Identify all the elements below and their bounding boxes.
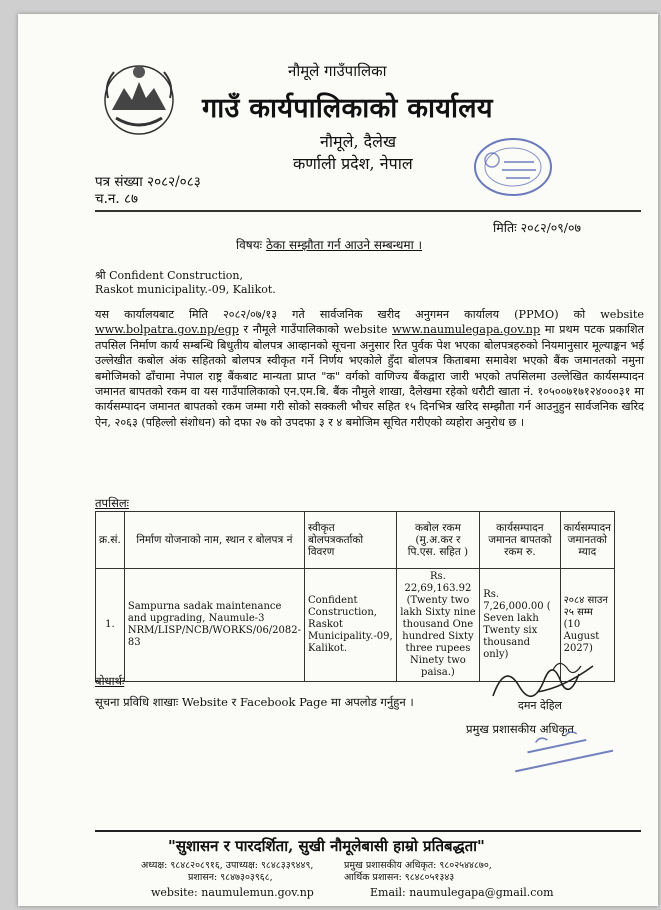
cell-bid-amount: Rs. 22,69,163.92 (Twenty two lakh Sixty nine thousand One hundred Sixty three rupees Ninety two paisa.) bbox=[396, 569, 480, 682]
note-label: बोधार्थः bbox=[95, 674, 125, 688]
letter-number: पत्र संख्या २०८२/०८३ bbox=[95, 174, 201, 190]
contact-cao: प्रमुख प्रशासकीय अधिकृत: ९८०२५४४८७०, bbox=[344, 860, 492, 871]
body-text-1: यस कार्यालयबाट मिति २०८२/०७/१३ गते सार्वजनिक खरीद अनुगमन कार्यालय (PPMO) को website bbox=[95, 308, 644, 321]
cell-bidder: Confident Construction, Raskot Municipality.-09, Kalikot. bbox=[305, 569, 397, 682]
contact-chair: अध्यक्ष: ९८४८२०८९१६, उपाध्यक्ष: ९८४८३३९४४९, bbox=[141, 860, 314, 871]
cell-guarantee: Rs. 7,26,000.00 ( Seven lakh Twenty six thousand only) bbox=[480, 569, 560, 682]
table-header-row bbox=[96, 512, 615, 569]
subject-prefix: विषयः bbox=[236, 238, 263, 252]
footer-website: website: naumulemun.gov.np bbox=[151, 886, 314, 899]
col-header-guarantee: कार्यसम्पादन जमानत बापतको रकम रु. bbox=[480, 512, 560, 569]
validity-nepali: २०८४ साउन २५ सम्म bbox=[563, 595, 608, 618]
cell-sn: 1. bbox=[96, 569, 125, 682]
bolpatra-link[interactable]: www.bolpatra.gov.np/egp bbox=[95, 323, 239, 337]
letter-body bbox=[95, 307, 644, 430]
municipality-name: नौमूले गाउँपालिका bbox=[288, 62, 387, 80]
contact-finance: आर्थिक प्रशासन: ९८४८०५१३४३ bbox=[344, 872, 455, 883]
col-header-validity: कार्यसम्पादन जमानतको म्याद bbox=[560, 512, 614, 569]
office-stamp-icon bbox=[468, 132, 558, 202]
officer-stamp-icon bbox=[498, 729, 628, 774]
col-header-sn: क्र.सं. bbox=[96, 512, 125, 569]
header-divider bbox=[95, 210, 641, 212]
addressee-name: श्री Confident Construction, bbox=[95, 269, 243, 282]
contact-admin: प्रशासन: ९८४७३०३९६८, bbox=[188, 872, 273, 883]
signatory-name: दमन देहिल bbox=[518, 699, 563, 712]
table-label: तपसिलः bbox=[95, 496, 129, 510]
subject-text: ठेका सम्झौता गर्न आउने सम्बन्धमा । bbox=[265, 238, 423, 252]
naumulegapa-link[interactable]: www.naumulegapa.gov.np bbox=[392, 323, 541, 337]
dispatch-number: च.न. ८७ bbox=[95, 191, 138, 207]
note-text: सूचना प्रविधि शाखाः Website र Facebook Page मा अपलोड गर्नुहुन । bbox=[95, 695, 414, 709]
footer-motto: "सुशासन र पारदर्शिता, सुखी नौमूलेबासी हाम्रो प्रतिबद्धता" bbox=[168, 837, 485, 855]
subject-line bbox=[236, 236, 422, 253]
province-country: कर्णाली प्रदेश, नेपाल bbox=[293, 154, 413, 173]
footer-divider bbox=[95, 830, 641, 832]
nepal-emblem-icon bbox=[98, 58, 180, 138]
col-header-bid-amount: कबोल रकम (मु.अ.कर र पि.एस. सहित ) bbox=[396, 512, 480, 569]
office-title: गाउँ कार्यपालिकाको कार्यालय bbox=[202, 93, 493, 124]
letter-date: मितिः २०८२/०९/०७ bbox=[493, 220, 581, 235]
addressee-address: Raskot municipality.-09, Kalikot. bbox=[95, 283, 276, 296]
office-location: नौमूले, दैलेख bbox=[320, 132, 397, 151]
validity-english: (10 August 2027) bbox=[563, 619, 600, 654]
body-text-2: र नौमूले गाउँपालिकाको website bbox=[238, 323, 393, 337]
addressee-block bbox=[95, 269, 276, 297]
col-header-project: निर्माण योजनाको नाम, स्थान र बोलपत्र नं bbox=[124, 512, 304, 569]
footer-email: Email: naumulegapa@gmail.com bbox=[370, 886, 554, 899]
col-header-bidder: स्वीकृत बोलपत्रकर्ताको विवरण bbox=[305, 512, 397, 569]
letter-page bbox=[18, 14, 658, 906]
cell-project: Sampurna sadak maintenance and upgrading, Naumule-3 NRM/LISP/NCB/WORKS/06/2082-83 bbox=[124, 569, 304, 682]
body-text-3: मा प्रथम पटक प्रकाशित तपसिल निर्माण कार्य सम्बन्धि बिधुतीय बोलपत्र आव्हानको सूचना अनुसार रित पुर्वक पेश भएका बोलपत्रहरुको नियमानुसार मूल्याङ्कन भई उल्लेखीत कबोल अंक सहितको बोलपत्र स्वीकृत गर्ने निर्णय भएकोले हुँदा बोलपत्र किताबमा समावेश भएको बैंक जमानतको नमुना बमोजिमको ढाँचामा नेपाल राष्ट्र बैंकबाट मान्यता प्राप्त "क" वर्गको वाणिज्य बैंकद्वारा जारी भएको तपसिलमा उल्लेखित कार्यसम्पादन जमानत बापतको रकम वा यस गाउँपालिकाको एन.एम.बि. बैंक नौमुले शाखा, दैलेखमा रहेको धरौटी खाता नं. १०५००७१७१२४०००३१ मा कार्यसम्पादन जमानत बापतको रकम जम्मा गरी सोको सक्कली भौचर सहित १५ दिनभित्र खरिद सम्झौता गर्न आउनुहुन सार्वजनिक खरिद ऐन, २०६३ (पहिल्लो संशोधन) को दफा २७ को उपदफा ३ र ४ बमोजिम सूचित गरीएको व्यहोरा अनुरोध छ । bbox=[95, 323, 644, 429]
signatory-title: प्रमुख प्रशासकीय अधिकृत bbox=[466, 722, 574, 736]
